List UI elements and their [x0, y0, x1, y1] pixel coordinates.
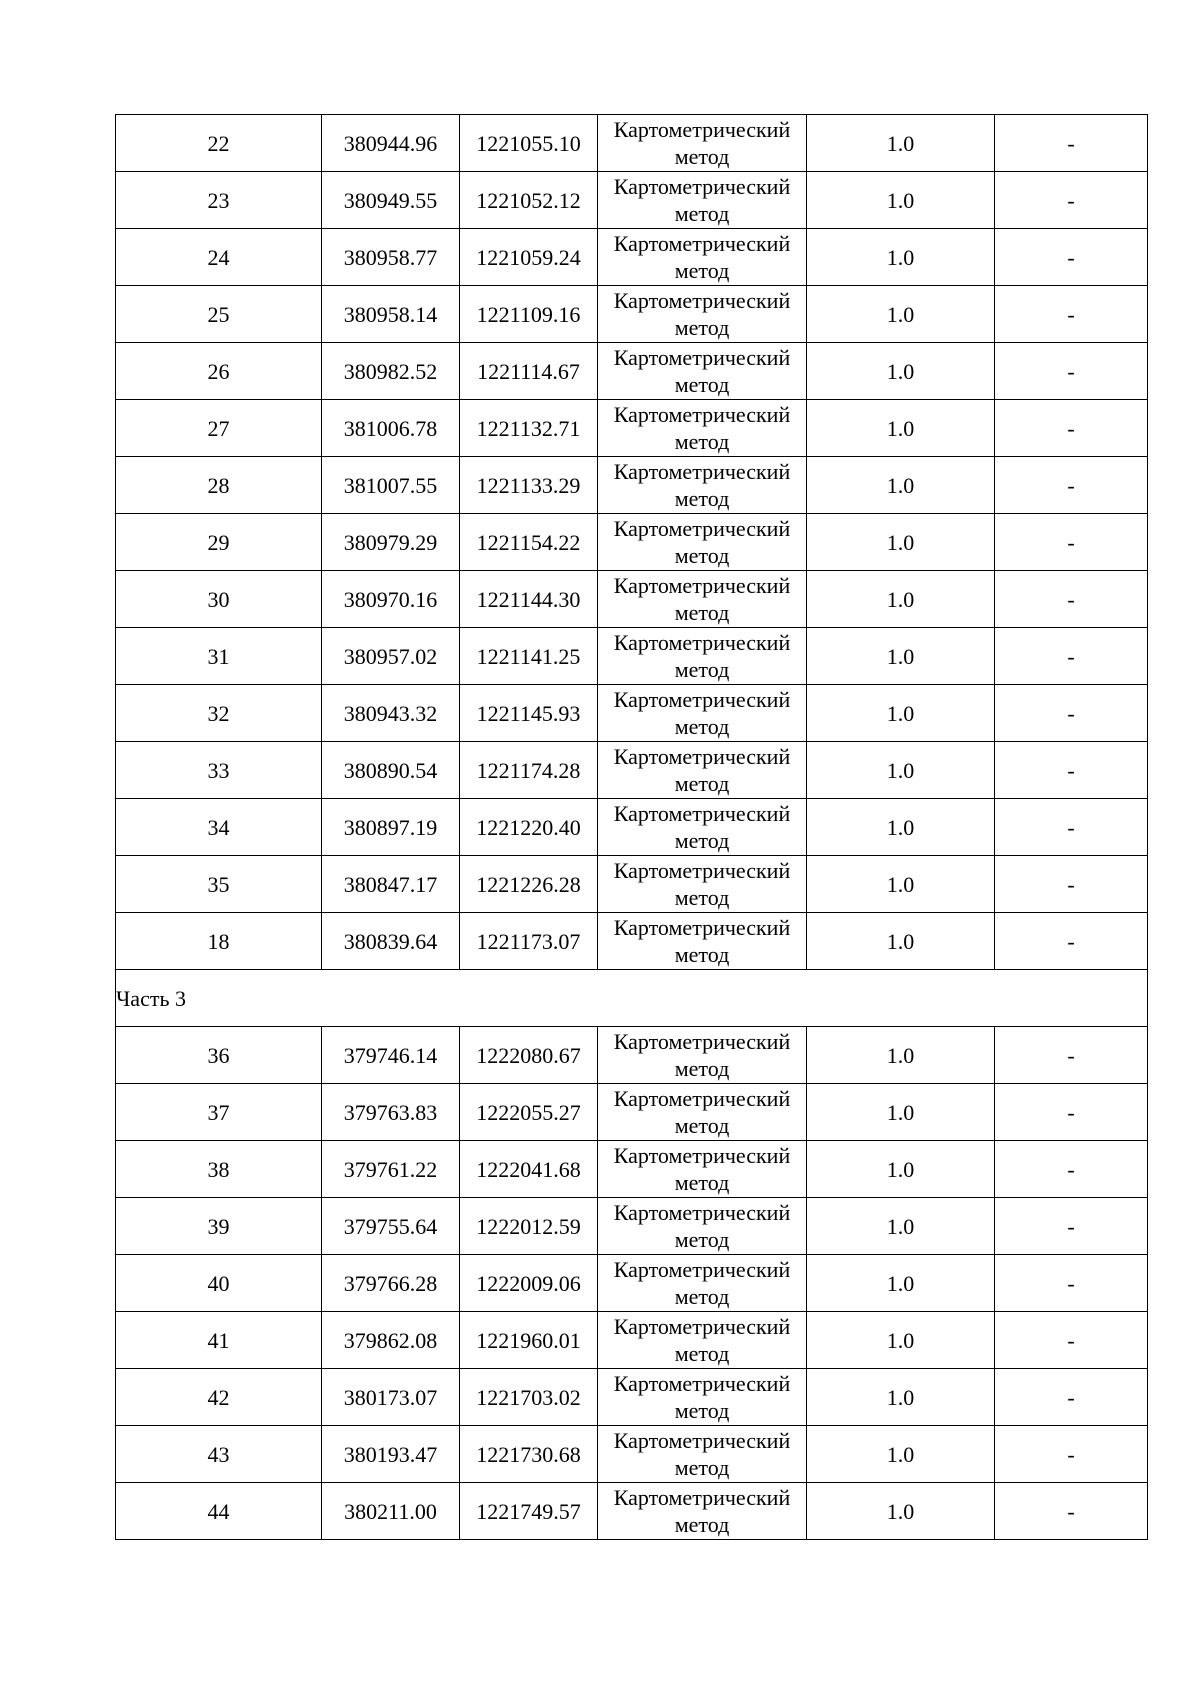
method-cell: [598, 229, 807, 286]
coordinate-x-cell: 379862.08: [322, 1312, 460, 1369]
coordinate-x-cell: 380847.17: [322, 856, 460, 913]
method-line-1: Картометрический: [613, 801, 791, 826]
point-number-cell: 39: [116, 1198, 322, 1255]
note-cell: -: [995, 1084, 1148, 1141]
coordinate-y-cell: 1221174.28: [460, 742, 598, 799]
method-line-1: Картометрический: [613, 1029, 791, 1054]
coordinate-x-cell: 379746.14: [322, 1027, 460, 1084]
point-number-cell: 33: [116, 742, 322, 799]
coordinate-y-cell: 1222080.67: [460, 1027, 598, 1084]
method-line-2: метод: [674, 657, 730, 682]
note-cell: -: [995, 457, 1148, 514]
method-cell: [598, 1312, 807, 1369]
accuracy-cell: 1.0: [807, 1483, 995, 1540]
coordinate-y-cell: 1221173.07: [460, 913, 598, 970]
method-line-1: Картометрический: [613, 744, 791, 769]
point-number-cell: 28: [116, 457, 322, 514]
note-cell: -: [995, 343, 1148, 400]
coordinate-y-cell: 1221059.24: [460, 229, 598, 286]
method-line-2: метод: [674, 1398, 730, 1423]
method-line-2: метод: [674, 1227, 730, 1252]
table-row: [116, 1255, 1148, 1312]
method-line-1: Картометрический: [613, 117, 791, 142]
point-number-cell: 42: [116, 1369, 322, 1426]
coordinate-x-cell: 380949.55: [322, 172, 460, 229]
table-row: [116, 400, 1148, 457]
method-line-2: метод: [674, 1341, 730, 1366]
accuracy-cell: 1.0: [807, 1426, 995, 1483]
accuracy-cell: 1.0: [807, 400, 995, 457]
method-line-1: Картометрический: [613, 1143, 791, 1168]
coordinate-x-cell: 380173.07: [322, 1369, 460, 1426]
method-cell: [598, 799, 807, 856]
method-line-1: Картометрический: [613, 1428, 791, 1453]
coordinate-y-cell: 1221730.68: [460, 1426, 598, 1483]
method-line-1: Картометрический: [613, 1257, 791, 1282]
coordinate-y-cell: 1221133.29: [460, 457, 598, 514]
accuracy-cell: 1.0: [807, 571, 995, 628]
coordinate-x-cell: 380979.29: [322, 514, 460, 571]
coordinate-y-cell: 1221141.25: [460, 628, 598, 685]
method-cell: [598, 1369, 807, 1426]
coordinate-x-cell: 380943.32: [322, 685, 460, 742]
method-line-2: метод: [674, 1113, 730, 1138]
table-row: [116, 685, 1148, 742]
note-cell: -: [995, 1483, 1148, 1540]
table-row: [116, 229, 1148, 286]
point-number-cell: 26: [116, 343, 322, 400]
coordinate-y-cell: 1221960.01: [460, 1312, 598, 1369]
note-cell: -: [995, 229, 1148, 286]
accuracy-cell: 1.0: [807, 1369, 995, 1426]
point-number-cell: 38: [116, 1141, 322, 1198]
method-cell: [598, 913, 807, 970]
point-number-cell: 29: [116, 514, 322, 571]
accuracy-cell: 1.0: [807, 1255, 995, 1312]
table-row: [116, 1027, 1148, 1084]
note-cell: -: [995, 400, 1148, 457]
table-row: [116, 1084, 1148, 1141]
coordinate-y-cell: 1221114.67: [460, 343, 598, 400]
point-number-cell: 18: [116, 913, 322, 970]
table-row: [116, 1369, 1148, 1426]
point-number-cell: 32: [116, 685, 322, 742]
point-number-cell: 30: [116, 571, 322, 628]
note-cell: -: [995, 1255, 1148, 1312]
note-cell: -: [995, 1369, 1148, 1426]
accuracy-cell: 1.0: [807, 742, 995, 799]
note-cell: -: [995, 799, 1148, 856]
coordinate-x-cell: 380897.19: [322, 799, 460, 856]
method-line-1: Картометрический: [613, 345, 791, 370]
method-line-2: метод: [674, 1455, 730, 1480]
method-cell: [598, 856, 807, 913]
method-line-1: Картометрический: [613, 573, 791, 598]
method-line-2: метод: [674, 1170, 730, 1195]
coordinate-x-cell: 380211.00: [322, 1483, 460, 1540]
method-line-2: метод: [674, 429, 730, 454]
note-cell: -: [995, 286, 1148, 343]
table-row: [116, 172, 1148, 229]
accuracy-cell: 1.0: [807, 286, 995, 343]
method-line-2: метод: [674, 315, 730, 340]
method-cell: [598, 571, 807, 628]
coordinate-x-cell: 380193.47: [322, 1426, 460, 1483]
method-line-1: Картометрический: [613, 687, 791, 712]
point-number-cell: 37: [116, 1084, 322, 1141]
coordinate-x-cell: 380890.54: [322, 742, 460, 799]
accuracy-cell: 1.0: [807, 856, 995, 913]
method-line-2: метод: [674, 486, 730, 511]
method-line-2: метод: [674, 372, 730, 397]
method-cell: [598, 1027, 807, 1084]
coordinates-table-body: [116, 115, 1148, 1540]
method-cell: [598, 685, 807, 742]
point-number-cell: 44: [116, 1483, 322, 1540]
table-row: [116, 571, 1148, 628]
method-line-1: Картометрический: [613, 1200, 791, 1225]
method-line-1: Картометрический: [613, 1485, 791, 1510]
method-cell: [598, 1141, 807, 1198]
coordinate-x-cell: 380944.96: [322, 115, 460, 172]
method-line-2: метод: [674, 1284, 730, 1309]
table-row: [116, 1198, 1148, 1255]
coordinate-x-cell: 380958.77: [322, 229, 460, 286]
method-line-1: Картометрический: [613, 1371, 791, 1396]
method-line-1: Картометрический: [613, 288, 791, 313]
table-row: [116, 1483, 1148, 1540]
note-cell: -: [995, 115, 1148, 172]
accuracy-cell: 1.0: [807, 1084, 995, 1141]
note-cell: -: [995, 172, 1148, 229]
method-cell: [598, 172, 807, 229]
method-line-2: метод: [674, 1056, 730, 1081]
method-cell: [598, 1198, 807, 1255]
method-line-2: метод: [674, 714, 730, 739]
coordinate-x-cell: 380982.52: [322, 343, 460, 400]
coordinate-y-cell: 1222055.27: [460, 1084, 598, 1141]
accuracy-cell: 1.0: [807, 799, 995, 856]
method-line-2: метод: [674, 144, 730, 169]
method-line-2: метод: [674, 201, 730, 226]
table-row: [116, 1312, 1148, 1369]
note-cell: -: [995, 856, 1148, 913]
note-cell: -: [995, 1426, 1148, 1483]
coordinate-x-cell: 379755.64: [322, 1198, 460, 1255]
table-row: [116, 115, 1148, 172]
point-number-cell: 43: [116, 1426, 322, 1483]
point-number-cell: 31: [116, 628, 322, 685]
coordinate-x-cell: 379763.83: [322, 1084, 460, 1141]
method-line-1: Картометрический: [613, 915, 791, 940]
note-cell: -: [995, 1312, 1148, 1369]
table-row: [116, 913, 1148, 970]
accuracy-cell: 1.0: [807, 913, 995, 970]
accuracy-cell: 1.0: [807, 685, 995, 742]
method-line-1: Картометрический: [613, 630, 791, 655]
accuracy-cell: 1.0: [807, 115, 995, 172]
accuracy-cell: 1.0: [807, 1198, 995, 1255]
accuracy-cell: 1.0: [807, 628, 995, 685]
point-number-cell: 27: [116, 400, 322, 457]
table-row: [116, 628, 1148, 685]
coordinate-x-cell: 379761.22: [322, 1141, 460, 1198]
table-row: [116, 1426, 1148, 1483]
method-line-2: метод: [674, 771, 730, 796]
coordinate-y-cell: 1221109.16: [460, 286, 598, 343]
method-cell: [598, 457, 807, 514]
method-line-1: Картометрический: [613, 858, 791, 883]
method-cell: [598, 628, 807, 685]
accuracy-cell: 1.0: [807, 172, 995, 229]
coordinate-x-cell: 381007.55: [322, 457, 460, 514]
coordinate-x-cell: 380970.16: [322, 571, 460, 628]
coordinate-y-cell: 1221052.12: [460, 172, 598, 229]
method-line-1: Картометрический: [613, 402, 791, 427]
method-line-2: метод: [674, 258, 730, 283]
note-cell: -: [995, 1141, 1148, 1198]
method-cell: [598, 1084, 807, 1141]
note-cell: -: [995, 514, 1148, 571]
coordinate-x-cell: 381006.78: [322, 400, 460, 457]
method-line-2: метод: [674, 885, 730, 910]
method-cell: [598, 343, 807, 400]
method-line-1: Картометрический: [613, 459, 791, 484]
method-line-2: метод: [674, 600, 730, 625]
accuracy-cell: 1.0: [807, 343, 995, 400]
method-cell: [598, 400, 807, 457]
point-number-cell: 22: [116, 115, 322, 172]
note-cell: -: [995, 1198, 1148, 1255]
point-number-cell: 36: [116, 1027, 322, 1084]
method-cell: [598, 1255, 807, 1312]
accuracy-cell: 1.0: [807, 1027, 995, 1084]
coordinate-y-cell: 1222041.68: [460, 1141, 598, 1198]
coordinate-y-cell: 1221055.10: [460, 115, 598, 172]
table-row: [116, 286, 1148, 343]
table-row: [116, 799, 1148, 856]
method-line-2: метод: [674, 1512, 730, 1537]
coordinate-y-cell: 1221154.22: [460, 514, 598, 571]
coordinate-y-cell: 1221144.30: [460, 571, 598, 628]
method-cell: [598, 1483, 807, 1540]
accuracy-cell: 1.0: [807, 514, 995, 571]
note-cell: -: [995, 571, 1148, 628]
method-line-2: метод: [674, 828, 730, 853]
coordinate-y-cell: 1221749.57: [460, 1483, 598, 1540]
method-line-1: Картометрический: [613, 1314, 791, 1339]
method-line-2: метод: [674, 942, 730, 967]
table-row: [116, 1141, 1148, 1198]
accuracy-cell: 1.0: [807, 229, 995, 286]
coordinate-x-cell: 380958.14: [322, 286, 460, 343]
method-line-1: Картометрический: [613, 516, 791, 541]
point-number-cell: 40: [116, 1255, 322, 1312]
coordinate-y-cell: 1221132.71: [460, 400, 598, 457]
note-cell: -: [995, 913, 1148, 970]
point-number-cell: 24: [116, 229, 322, 286]
point-number-cell: 34: [116, 799, 322, 856]
coordinates-table: [115, 114, 1148, 1540]
method-line-1: Картометрический: [613, 174, 791, 199]
coordinate-y-cell: 1222012.59: [460, 1198, 598, 1255]
note-cell: -: [995, 1027, 1148, 1084]
table-row: [116, 343, 1148, 400]
table-row: [116, 742, 1148, 799]
coordinate-y-cell: 1222009.06: [460, 1255, 598, 1312]
coordinate-x-cell: 380957.02: [322, 628, 460, 685]
point-number-cell: 25: [116, 286, 322, 343]
method-line-2: метод: [674, 543, 730, 568]
coordinate-y-cell: 1221703.02: [460, 1369, 598, 1426]
section-row: [116, 970, 1148, 1027]
note-cell: -: [995, 742, 1148, 799]
method-cell: [598, 1426, 807, 1483]
accuracy-cell: 1.0: [807, 1312, 995, 1369]
table-row: [116, 457, 1148, 514]
point-number-cell: 41: [116, 1312, 322, 1369]
point-number-cell: 23: [116, 172, 322, 229]
method-cell: [598, 286, 807, 343]
note-cell: -: [995, 685, 1148, 742]
point-number-cell: 35: [116, 856, 322, 913]
note-cell: -: [995, 628, 1148, 685]
table-row: [116, 856, 1148, 913]
coordinate-y-cell: 1221226.28: [460, 856, 598, 913]
coordinate-y-cell: 1221145.93: [460, 685, 598, 742]
accuracy-cell: 1.0: [807, 457, 995, 514]
table-row: [116, 514, 1148, 571]
method-cell: [598, 115, 807, 172]
accuracy-cell: 1.0: [807, 1141, 995, 1198]
coordinate-y-cell: 1221220.40: [460, 799, 598, 856]
section-label-part-3: Часть 3: [116, 970, 1148, 1027]
method-cell: [598, 742, 807, 799]
method-line-1: Картометрический: [613, 1086, 791, 1111]
method-line-1: Картометрический: [613, 231, 791, 256]
coordinate-x-cell: 379766.28: [322, 1255, 460, 1312]
method-cell: [598, 514, 807, 571]
coordinate-x-cell: 380839.64: [322, 913, 460, 970]
